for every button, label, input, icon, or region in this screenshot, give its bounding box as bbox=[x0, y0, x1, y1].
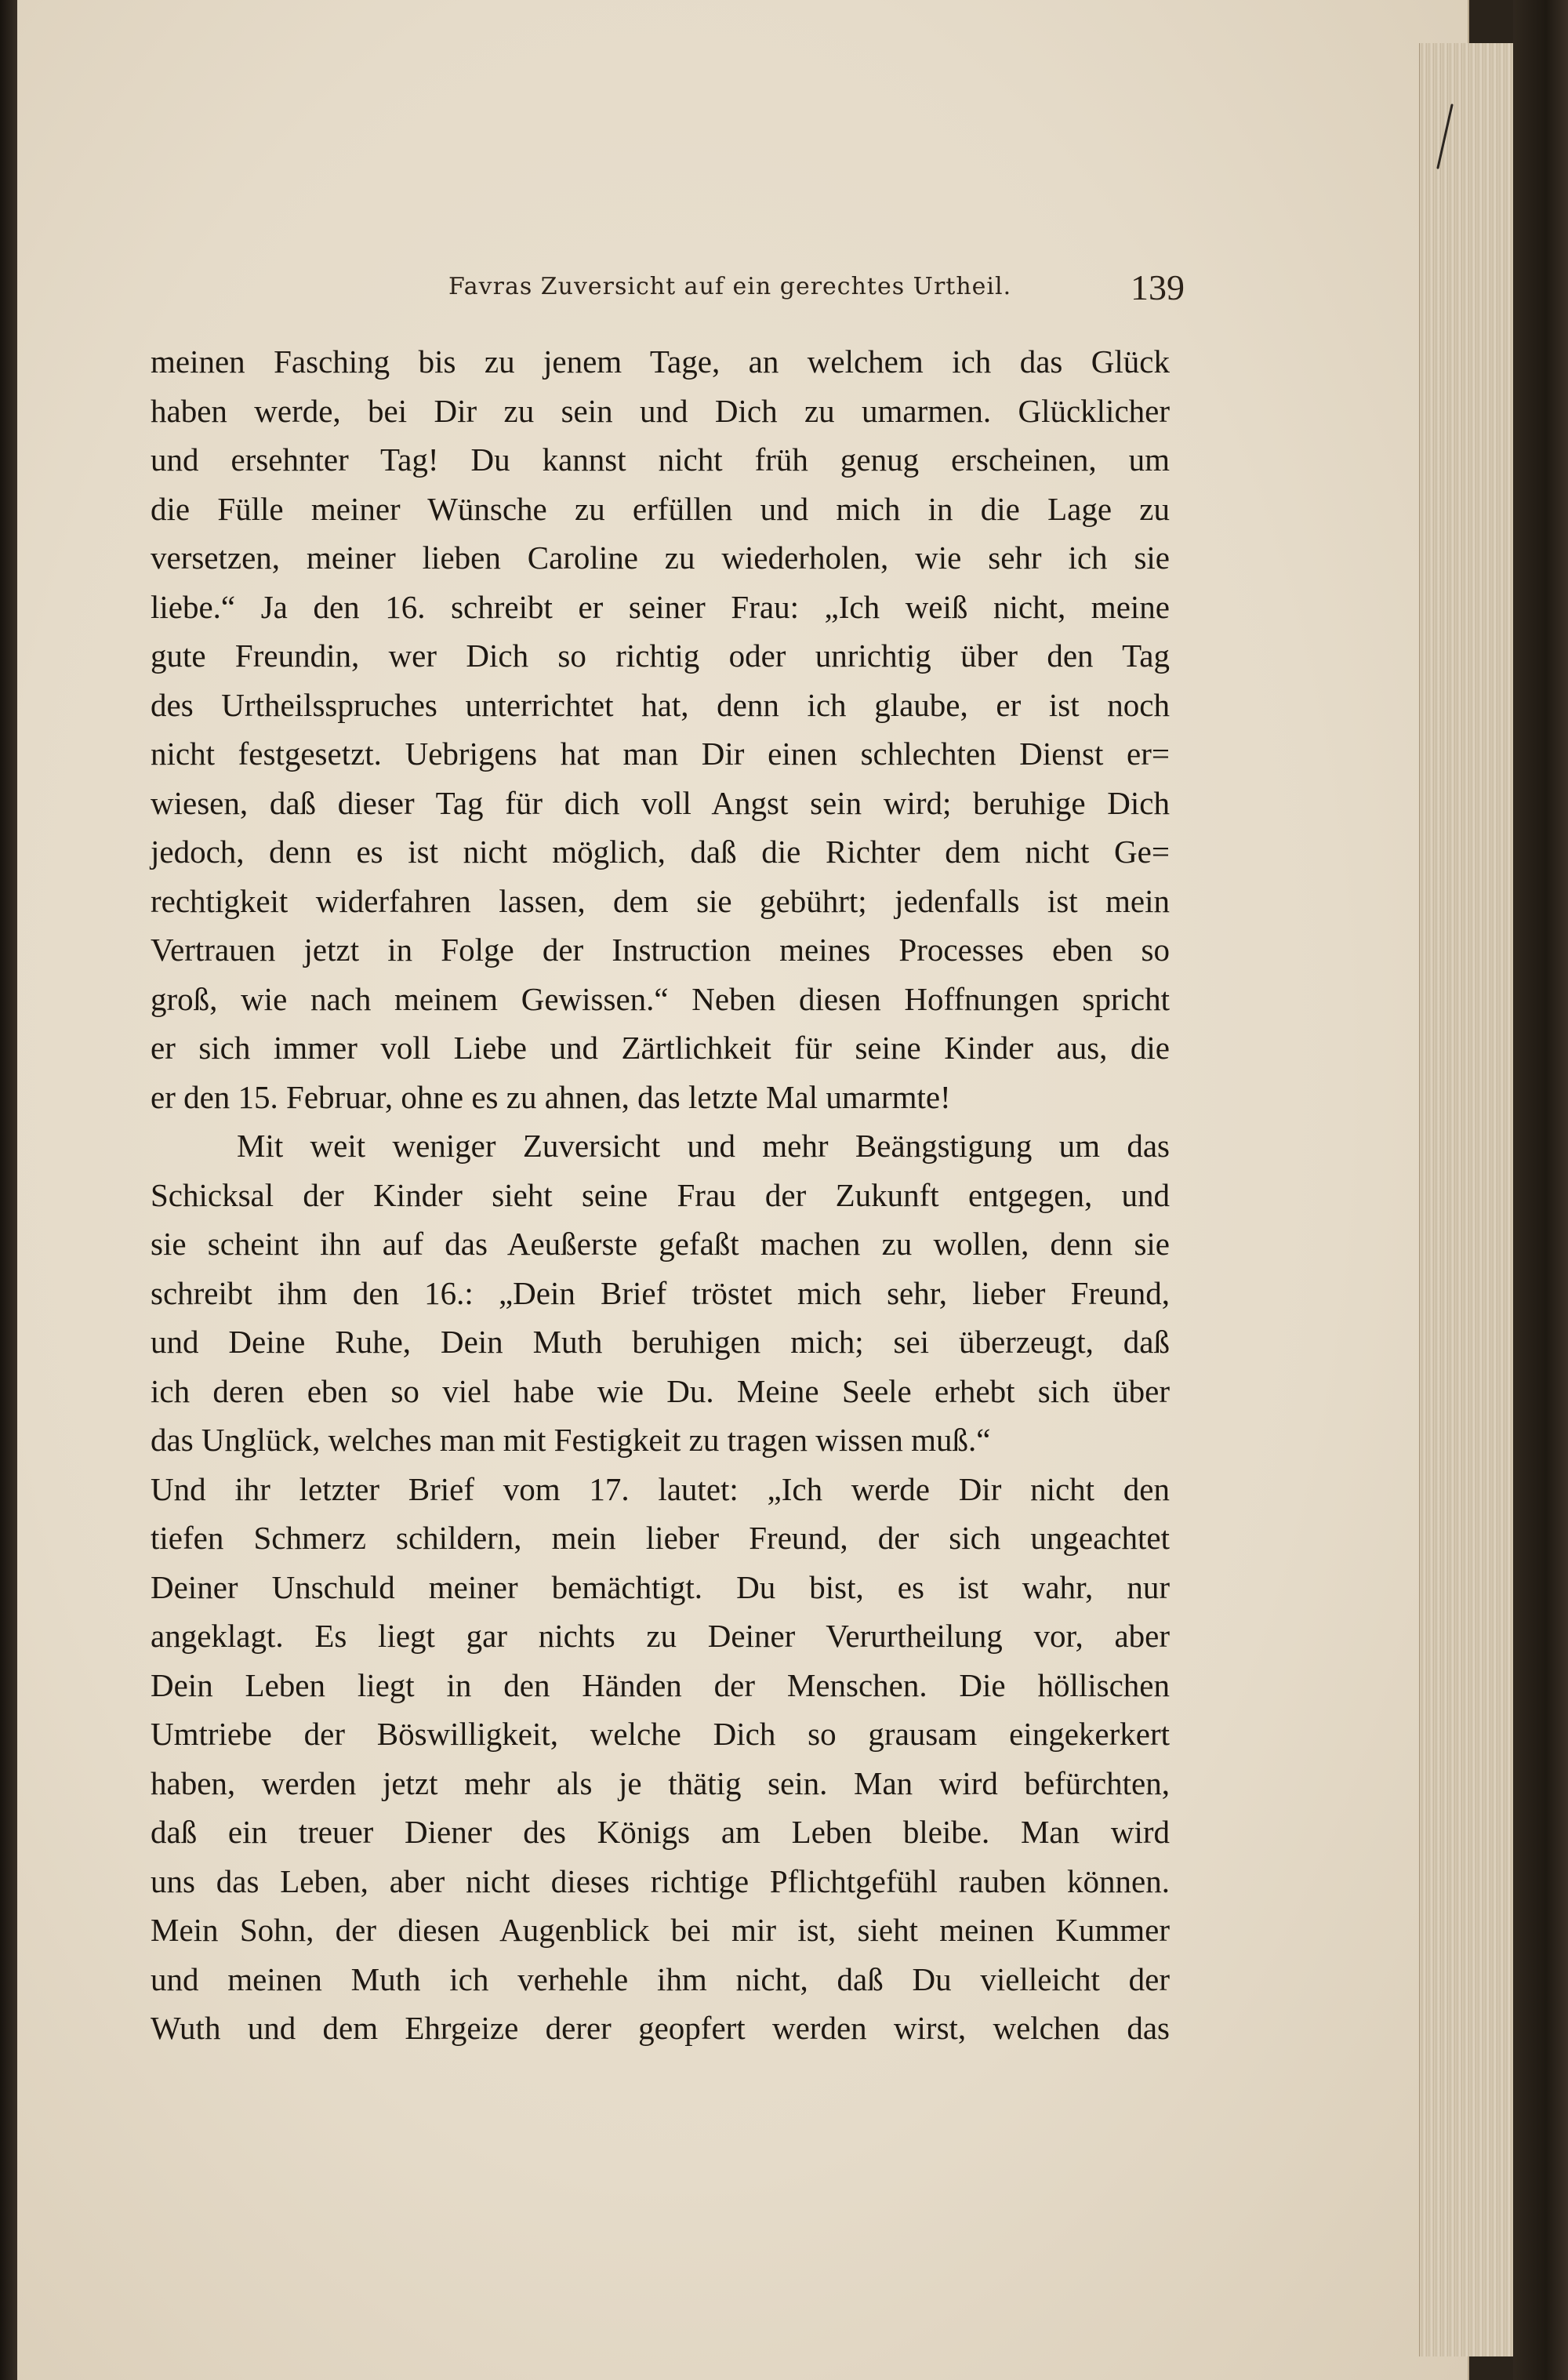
text-line: angeklagt. Es liegt gar nichts zu Deiner Verurtheilung vor, aber bbox=[151, 1618, 1170, 1654]
page-number: 139 bbox=[1131, 267, 1185, 307]
text-line: ich deren eben so viel habe wie Du. Meine Seele erhebt sich über bbox=[151, 1372, 1170, 1409]
text-line: das Unglück, welches man mit Festigkeit zu tragen wissen muß.“ bbox=[151, 1422, 991, 1458]
text-line: schreibt ihm den 16.: „Dein Brief tröstet mich sehr, lieber Freund, bbox=[151, 1274, 1170, 1311]
text-line: groß, wie nach meinem Gewissen.“ Neben diesen Hoffnungen spricht bbox=[151, 980, 1170, 1017]
book-cover bbox=[1513, 0, 1568, 2380]
text-line: und meinen Muth ich verhehle ihm nicht, daß Du vielleicht der bbox=[151, 1960, 1170, 1997]
book-page bbox=[17, 0, 1469, 2380]
running-title: Favras Zuversicht auf ein gerechtes Urtheil. bbox=[448, 273, 1012, 300]
text-line: er sich immer voll Liebe und Zärtlichkeit für seine Kinder aus, die bbox=[151, 1030, 1170, 1066]
text-line: die Fülle meiner Wünsche zu erfüllen und mich in die Lage zu bbox=[151, 490, 1170, 527]
text-line: daß ein treuer Diener des Königs am Leben bleibe. Man wird bbox=[151, 1814, 1170, 1850]
page-header bbox=[17, 267, 1468, 314]
text-line: und Deine Ruhe, Dein Muth beruhigen mich; sei überzeugt, daß bbox=[151, 1324, 1170, 1360]
text-line: Dein Leben liegt in den Händen der Menschen. Die höllischen bbox=[151, 1666, 1170, 1703]
text-line: haben, werden jetzt mehr als je thätig sein. Man wird befürchten, bbox=[151, 1764, 1170, 1801]
text-line: Wuth und dem Ehrgeize derer geopfert werden wirst, welchen das bbox=[151, 2010, 1170, 2046]
text-line: liebe.“ Ja den 16. schreibt er seiner Frau: „Ich weiß nicht, meine bbox=[151, 588, 1170, 625]
text-line: er den 15. Februar, ohne es zu ahnen, das letzte Mal umarmte! bbox=[151, 1078, 951, 1115]
text-line: versetzen, meiner lieben Caroline zu wiederholen, wie sehr ich sie bbox=[151, 540, 1170, 576]
text-line: und ersehnter Tag! Du kannst nicht früh genug erscheinen, um bbox=[151, 441, 1170, 478]
text-line: nicht festgesetzt. Uebrigens hat man Dir einen schlechten Dienst er= bbox=[151, 736, 1170, 772]
text-line: gute Freundin, wer Dich so richtig oder unrichtig über den Tag bbox=[151, 638, 1170, 674]
text-line: sie scheint ihn auf das Aeußerste gefaßt machen zu wollen, denn sie bbox=[151, 1226, 1170, 1262]
text-line: des Urtheilsspruches unterrichtet hat, denn ich glaube, er ist noch bbox=[151, 686, 1170, 723]
page-edges bbox=[1419, 43, 1514, 2356]
text-line: haben werde, bei Dir zu sein und Dich zu umarmen. Glücklicher bbox=[151, 392, 1170, 429]
text-line: meinen Fasching bis zu jenem Tage, an welchem ich das Glück bbox=[151, 343, 1170, 380]
text-line: rechtigkeit widerfahren lassen, dem sie gebührt; jedenfalls ist mein bbox=[151, 882, 1170, 919]
pencil-mark-icon bbox=[1428, 102, 1460, 173]
text-line: Umtriebe der Böswilligkeit, welche Dich so grausam eingekerkert bbox=[151, 1716, 1170, 1752]
text-line: Deiner Unschuld meiner bemächtigt. Du bist, es ist wahr, nur bbox=[151, 1568, 1170, 1605]
text-line: Und ihr letzter Brief vom 17. lautet: „Ich werde Dir nicht den bbox=[151, 1470, 1170, 1507]
text-line: jedoch, denn es ist nicht möglich, daß die Richter dem nicht Ge= bbox=[151, 834, 1170, 870]
body-text bbox=[151, 337, 1170, 2053]
text-line: Mein Sohn, der diesen Augenblick bei mir ist, sieht meinen Kummer bbox=[151, 1912, 1170, 1948]
binding-edge bbox=[0, 0, 19, 2380]
text-line: wiesen, daß dieser Tag für dich voll Angst sein wird; beruhige Dich bbox=[151, 784, 1170, 821]
text-line: Mit weit weniger Zuversicht und mehr Beängstigung um das bbox=[237, 1128, 1170, 1164]
text-line: Schicksal der Kinder sieht seine Frau der Zukunft entgegen, und bbox=[151, 1176, 1170, 1213]
text-line: tiefen Schmerz schildern, mein lieber Freund, der sich ungeachtet bbox=[151, 1520, 1170, 1556]
text-line: Vertrauen jetzt in Folge der Instruction meines Processes eben so bbox=[151, 932, 1170, 968]
text-line: uns das Leben, aber nicht dieses richtige Pflichtgefühl rauben können. bbox=[151, 1862, 1170, 1899]
